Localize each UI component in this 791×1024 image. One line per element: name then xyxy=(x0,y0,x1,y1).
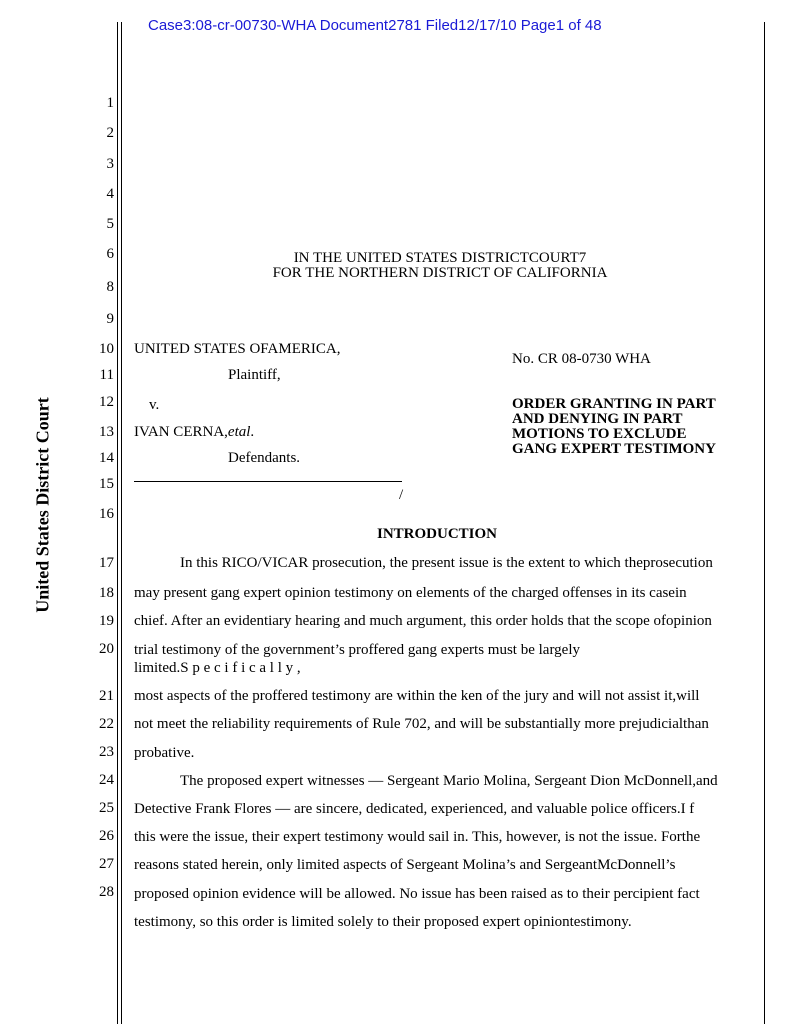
right-margin-rule xyxy=(764,22,765,1024)
versus: v. xyxy=(149,397,160,413)
case-header: Case3:08-cr-00730-WHA Document2781 Filed12/17/10 Page1 of 48 xyxy=(148,17,602,34)
court-side-label: United States District Court xyxy=(32,397,53,613)
line-number: 10 xyxy=(99,341,114,357)
defendant-role: Defendants. xyxy=(228,450,301,466)
case-number: No. CR 08-0730 WHA xyxy=(512,351,651,367)
line-number: 12 xyxy=(99,394,114,410)
court-title-line-2: FOR THE NORTHERN DISTRICT OF CALIFORNIA xyxy=(272,265,608,281)
line-number: 6 xyxy=(106,246,114,262)
line-number: 25 xyxy=(99,800,114,816)
line-number: 24 xyxy=(99,772,114,788)
line-number: 23 xyxy=(99,744,114,760)
body-line: In this RICO/VICAR prosecution, the present issue is the extent to which theprosecution xyxy=(180,555,713,571)
line-number: 14 xyxy=(99,450,114,466)
line-number: 18 xyxy=(99,585,114,601)
line-number: 4 xyxy=(106,186,114,202)
body-line: most aspects of the proffered testimony are within the ken of the jury and will not assist it,will xyxy=(134,688,700,704)
line-number: 11 xyxy=(99,367,114,383)
line-number: 28 xyxy=(99,884,114,900)
left-margin-rule-2 xyxy=(121,22,122,1024)
line-number: 21 xyxy=(99,688,114,704)
body-line: trial testimony of the government’s proffered gang experts must be largely xyxy=(134,642,580,658)
line-number: 15 xyxy=(99,476,114,492)
line-number: 17 xyxy=(99,555,114,571)
section-heading: INTRODUCTION xyxy=(377,526,498,542)
body-line: probative. xyxy=(134,745,195,761)
body-line: reasons stated herein, only limited aspects of Sergeant Molina’s and SergeantMcDonnell’s xyxy=(134,857,676,873)
line-number: 9 xyxy=(106,311,114,327)
line-number: 3 xyxy=(106,156,114,172)
plaintiff-name: UNITED STATES OFAMERICA, xyxy=(134,341,341,357)
defendant-name-text: IVAN CERNA, xyxy=(134,424,228,440)
left-margin-rule-1 xyxy=(117,22,118,1024)
plaintiff-role: Plaintiff, xyxy=(228,367,281,383)
order-title-line: GANG EXPERT TESTIMONY xyxy=(512,441,716,457)
order-title-line: ORDER GRANTING IN PART xyxy=(512,396,716,412)
defendant-name xyxy=(134,424,254,441)
court-title-line-1: IN THE UNITED STATES DISTRICTCOURT7 xyxy=(293,250,587,266)
line-number: 27 xyxy=(99,856,114,872)
line-number: 19 xyxy=(99,613,114,629)
line-number: 26 xyxy=(99,828,114,844)
caption-rule xyxy=(134,481,402,482)
body-line: limited.S p e c i f i c a l l y , xyxy=(134,660,301,676)
line-number: 22 xyxy=(99,716,114,732)
line-number: 8 xyxy=(106,279,114,295)
line-number: 5 xyxy=(106,216,114,232)
body-line: not meet the reliability requirements of Rule 702, and will be substantially more prejudicialthan xyxy=(134,716,709,732)
body-line: may present gang expert opinion testimony on elements of the charged offenses in its casein xyxy=(134,585,687,601)
body-line: testimony, so this order is limited solely to their proposed expert opiniontestimony. xyxy=(134,914,632,930)
line-number: 13 xyxy=(99,424,114,440)
defendant-etal: etal xyxy=(227,424,251,440)
defendant-period: . xyxy=(250,424,255,440)
line-number: 1 xyxy=(106,95,114,111)
body-line: chief. After an evidentiary hearing and much argument, this order holds that the scope ofopinion xyxy=(134,613,712,629)
body-line: The proposed expert witnesses — Sergeant Mario Molina, Sergeant Dion McDonnell,and xyxy=(180,773,718,789)
line-number: 16 xyxy=(99,506,114,522)
order-title-line: MOTIONS TO EXCLUDE xyxy=(512,426,687,442)
caption-slash: / xyxy=(399,487,404,503)
body-line: this were the issue, their expert testimony would sail in. This, however, is not the issue. Forthe xyxy=(134,829,701,845)
line-number: 2 xyxy=(106,125,114,141)
body-line: Detective Frank Flores — are sincere, dedicated, experienced, and valuable police officers.I f xyxy=(134,801,695,817)
line-number: 20 xyxy=(99,641,114,657)
order-title-line: AND DENYING IN PART xyxy=(512,411,683,427)
body-line: proposed opinion evidence will be allowed. No issue has been raised as to their percipient fact xyxy=(134,886,700,902)
